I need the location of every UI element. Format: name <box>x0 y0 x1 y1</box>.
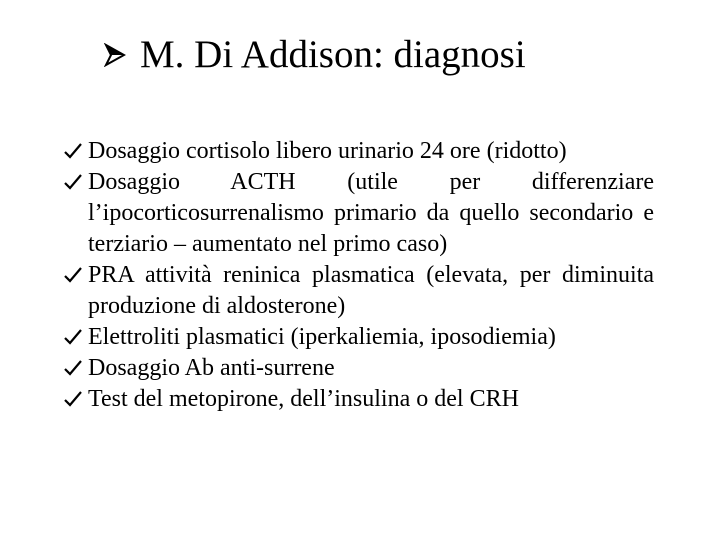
checkmark-icon <box>64 329 82 345</box>
list-item-text: Elettroliti plasmatici (iperkaliemia, iposodiemia) <box>88 324 556 350</box>
list-item-text: Test del metopirone, dell’insulina o del CRH <box>88 386 519 412</box>
list-item <box>64 136 654 167</box>
slide-title <box>104 30 526 80</box>
slide-title-text: M. Di Addison: diagnosi <box>140 33 526 76</box>
list-item-text: Dosaggio Ab anti-surrene <box>88 355 335 381</box>
bullet-list <box>64 136 654 415</box>
list-item <box>64 384 654 415</box>
checkmark-icon <box>64 391 82 407</box>
list-item <box>64 167 654 260</box>
checkmark-icon <box>64 143 82 159</box>
checkmark-icon <box>64 267 82 283</box>
list-item <box>64 353 654 384</box>
checkmark-icon <box>64 360 82 376</box>
list-item-text: PRA attività reninica plasmatica (elevata, per diminuita produzione di aldosterone) <box>88 262 654 319</box>
checkmark-icon <box>64 174 82 190</box>
list-item-text: Dosaggio ACTH (utile per differenziare l’ipocorticosurrenalismo primario da quello secondario e terziario – aumentato nel primo caso) <box>88 169 654 257</box>
list-item-text: Dosaggio cortisolo libero urinario 24 ore (ridotto) <box>88 138 567 164</box>
list-item <box>64 260 654 322</box>
arrowhead-bullet-icon <box>104 43 124 67</box>
list-item <box>64 322 654 353</box>
